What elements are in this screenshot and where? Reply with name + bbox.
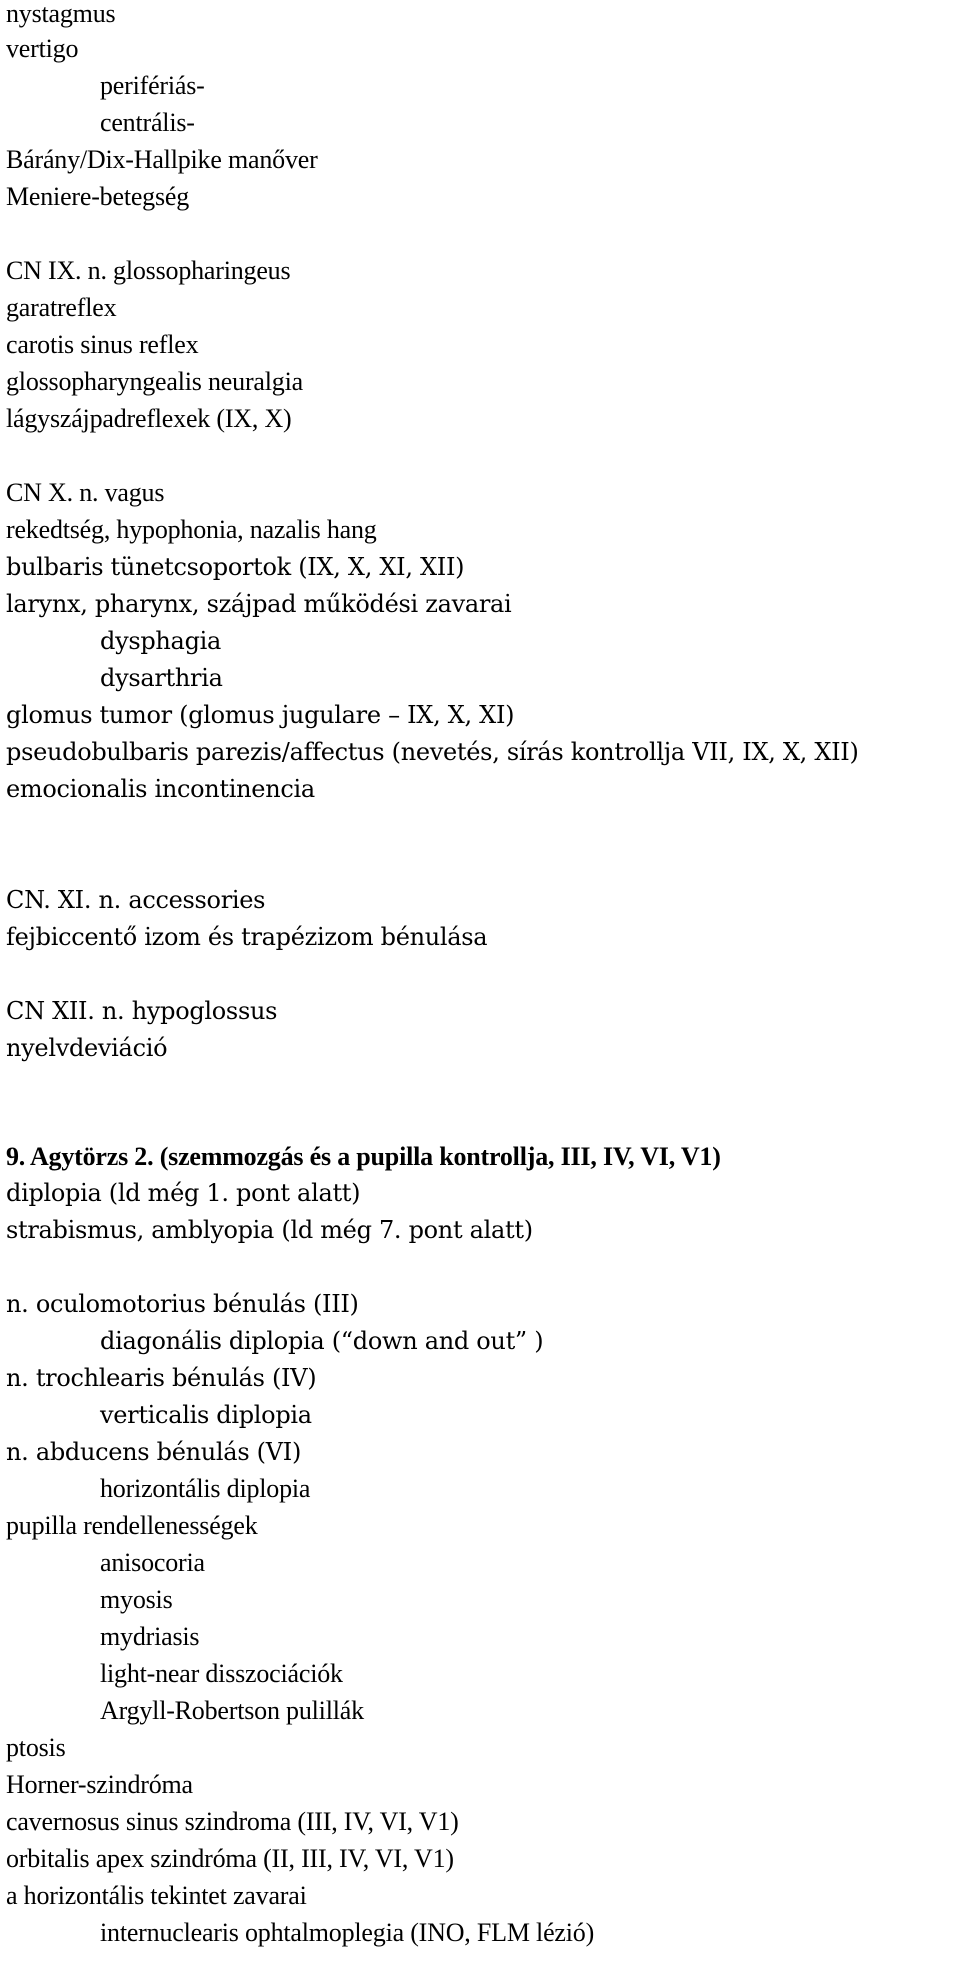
text-line: n. abducens bénulás (VI)	[6, 1438, 302, 1466]
text-line: n. oculomotorius bénulás (III)	[6, 1290, 359, 1318]
text-line: emocionalis incontinencia	[6, 775, 315, 803]
text-line: perifériás-	[100, 71, 205, 100]
text-line: ptosis	[6, 1733, 66, 1762]
text-line: glossopharyngealis neuralgia	[6, 367, 303, 396]
text-line: dysphagia	[100, 627, 222, 655]
section-heading: CN. XI. n. accessories	[6, 886, 266, 914]
text-line: pseudobulbaris parezis/affectus (nevetés, sírás kontrollja VII, IX, X, XII)	[6, 738, 859, 766]
text-line: pupilla rendellenességek	[6, 1511, 258, 1540]
text-line: carotis sinus reflex	[6, 330, 199, 359]
text-line: internuclearis ophtalmoplegia (INO, FLM lézió)	[100, 1918, 595, 1947]
text-line: nyelvdeviáció	[6, 1034, 168, 1062]
text-line: dysarthria	[100, 664, 223, 692]
text-line: horizontális diplopia	[100, 1474, 311, 1503]
text-line: n. trochlearis bénulás (IV)	[6, 1364, 317, 1392]
text-line: strabismus, amblyopia (ld még 7. pont alatt)	[6, 1216, 533, 1244]
section-heading: CN IX. n. glossopharingeus	[6, 256, 291, 285]
text-line: vertigo	[6, 34, 79, 63]
text-line: glomus tumor (glomus jugulare – IX, X, XI)	[6, 701, 515, 729]
text-line: anisocoria	[100, 1548, 205, 1577]
text-line: orbitalis apex szindróma (II, III, IV, VI, V1)	[6, 1844, 454, 1873]
text-line: garatreflex	[6, 293, 117, 322]
text-line: diagonális diplopia (“down and out” )	[100, 1327, 544, 1355]
chapter-heading: 9. Agytörzs 2. (szemmozgás és a pupilla kontrollja, III, IV, VI, V1)	[6, 1142, 721, 1171]
text-line: centrális-	[100, 108, 195, 137]
text-line: mydriasis	[100, 1622, 200, 1651]
text-line: Argyll-Robertson pulillák	[100, 1696, 364, 1725]
text-line: a horizontális tekintet zavarai	[6, 1881, 307, 1910]
text-line: nystagmus	[6, 0, 116, 28]
text-line: diplopia (ld még 1. pont alatt)	[6, 1179, 361, 1207]
text-line: bulbaris tünetcsoportok (IX, X, XI, XII)	[6, 553, 465, 581]
section-heading: CN X. n. vagus	[6, 478, 165, 507]
text-line: fejbiccentő izom és trapézizom bénulása	[6, 923, 488, 951]
text-line: Horner-szindróma	[6, 1770, 193, 1799]
text-line: rekedtség, hypophonia, nazalis hang	[6, 515, 377, 544]
text-line: larynx, pharynx, szájpad működési zavarai	[6, 590, 512, 618]
text-line: lágyszájpadreflexek (IX, X)	[6, 404, 292, 433]
text-line: myosis	[100, 1585, 173, 1614]
text-line: Meniere-betegség	[6, 182, 190, 211]
text-line: cavernosus sinus szindroma (III, IV, VI, V1)	[6, 1807, 459, 1836]
text-line: verticalis diplopia	[100, 1401, 312, 1429]
text-line: Bárány/Dix-Hallpike manőver	[6, 145, 318, 174]
section-heading: CN XII. n. hypoglossus	[6, 997, 278, 1025]
text-line: light-near disszociációk	[100, 1659, 343, 1688]
